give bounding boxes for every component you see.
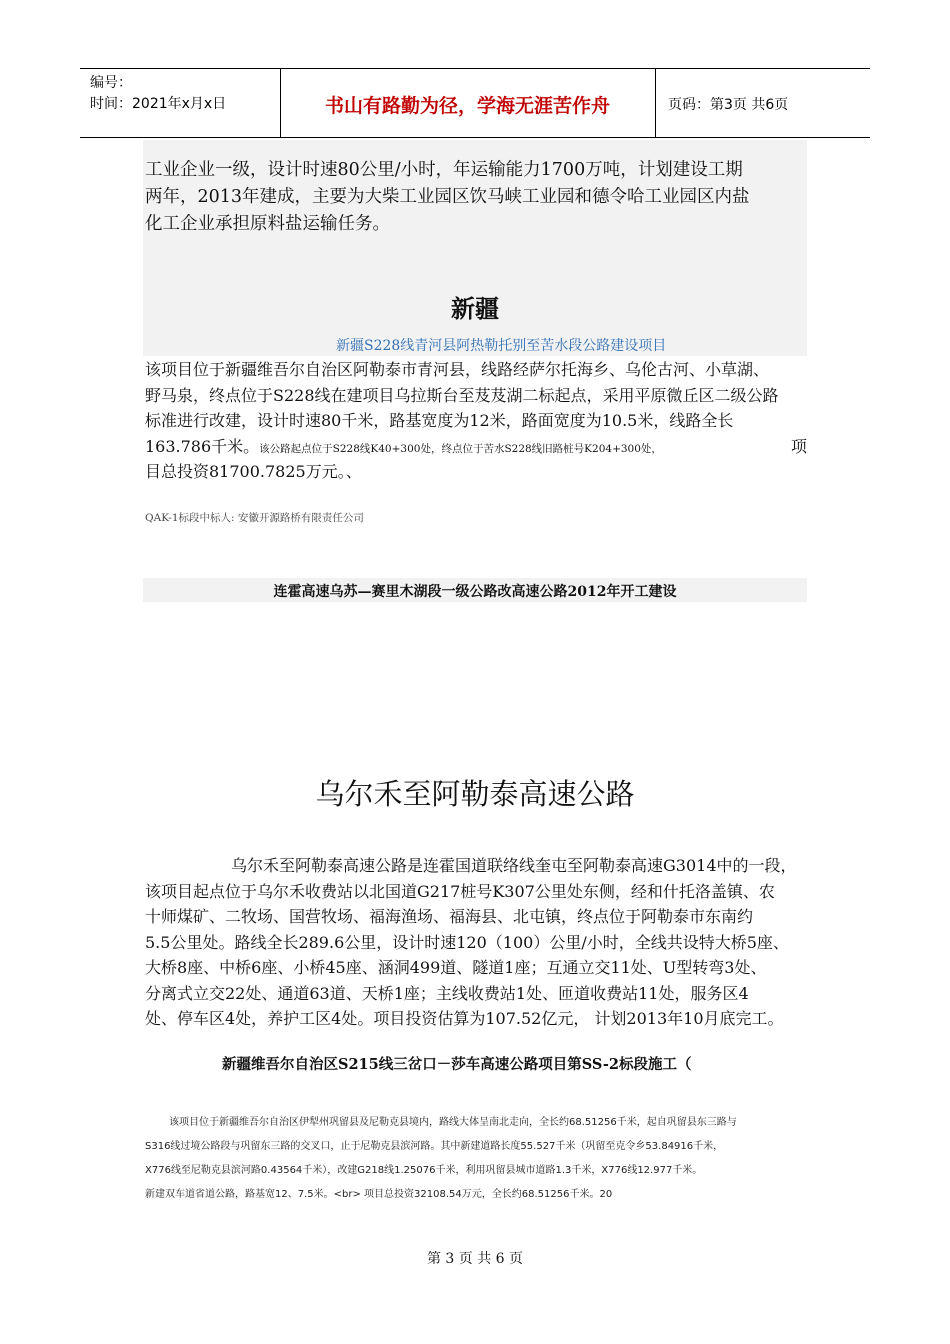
wuerhe-paragraph <box>145 853 797 1032</box>
s215-heading: 新疆维吾尔自治区S215线三岔口－莎车高速公路项目第SS-2标段施工（ <box>222 1056 692 1073</box>
text-line: 野马泉，终点位于S228线在建项目乌拉斯台至芨芨湖二标起点，采用平原微丘区二级公路 <box>145 385 779 405</box>
text-line <box>145 434 808 460</box>
text-line: X776线至尼勒克县滨河路0.43564千米），改建G218线1.25076千米，利用巩留县城市道路1.3千米，X776线12.977千米。 <box>145 1165 703 1176</box>
text-line: 乌尔禾至阿勒泰高速公路是连霍国道联络线奎屯至阿勒泰高速G3014中的一段， <box>231 856 797 875</box>
text-line: 5.5公里处。路线全长289.6公里，设计时速120（100）公里/小时，全线共设特大桥5座、 <box>145 932 789 952</box>
text-line: S316线过境公路段与巩留东三路的交叉口，止于尼勒克县滨河路。其中新建道路长度55.527千米（巩留至克令乡53.84916千米， <box>145 1141 724 1152</box>
lianhuo-heading: 连霍高速乌苏—赛里木湖段一级公路改高速公路2012年开工建设 <box>273 584 677 600</box>
header-time: 时间：2021年x月x日 <box>90 96 227 112</box>
header-meta <box>90 73 226 115</box>
text-run-small: 该公路起点位于S228线K40+300处，终点位于苦水S228线旧路桩号K204+300处， <box>259 442 662 455</box>
text-line: 大桥8座、中桥6座、小桥45座、涵洞499道、隧道1座；互通立交11处、U型转弯3处、 <box>145 958 767 977</box>
intro-paragraph <box>145 157 750 238</box>
text-line: 新建双车道省道公路，路基宽12、7.5米。<br> 项目总投资32108.54万元，全长约68.51256千米。20 <box>145 1189 613 1200</box>
header-divider <box>655 69 656 137</box>
winner-line: QAK-1标段中标人: 安徽开源路桥有限责任公司 <box>145 512 364 524</box>
text-line: 标准进行改建，设计时速80千米，路基宽度为12米，路面宽度为10.5米，线路全长 <box>145 411 734 430</box>
text-run: 项 <box>791 436 808 456</box>
header-motto: 书山有路勤为径，学海无涯苦作舟 <box>324 95 610 117</box>
page-footer: 第 3 页 共 6 页 <box>426 1251 524 1267</box>
text-line: 该项目位于新疆维吾尔自治区阿勒泰市青河县，线路经萨尔托海乡、乌伦古河、小草湖、 <box>145 360 770 379</box>
text-line: 化工企业承担原料盐运输任务。 <box>145 214 390 234</box>
text-line: 该项目起点位于乌尔禾收费站以北国道G217桩号K307公里处东侧，经和什托洛盖镇、农 <box>145 881 775 901</box>
section-subtitle: 新疆S228线青河县阿热勒托别至苦水段公路建设项目 <box>336 338 667 354</box>
text-line: 该项目位于新疆维吾尔自治区伊犁州巩留县及尼勒克县境内，路线大体呈南北走向，全长约68.51256千米，起自巩留县东三路与 <box>169 1117 737 1128</box>
text-line: 两年，2013年建成，主要为大柴工业园区饮马峡工业园和德令哈工业园区内盐 <box>145 187 750 207</box>
section-heading-wuerhe: 乌尔禾至阿勒泰高速公路 <box>315 777 635 811</box>
text-line: 工业企业一级，设计时速80公里/小时，年运输能力1700万吨，计划建设工期 <box>145 160 743 180</box>
header-number: 编号： <box>90 75 132 91</box>
xinjiang-paragraph <box>145 357 808 485</box>
text-run: 163.786千米。 <box>145 436 260 456</box>
s215-paragraph <box>145 1111 815 1207</box>
text-line: 目总投资81700.7825万元。、 <box>145 462 362 481</box>
text-line: 处、停车区4处，养护工区4处。项目投资估算为107.52亿元， 计划2013年10月底完工。 <box>145 1009 784 1028</box>
text-line: 十师煤矿、二牧场、国营牧场、福海渔场、福海县、北屯镇，终点位于阿勒泰市东南约 <box>145 907 754 926</box>
header-page-number: 页码：第3页 共6页 <box>668 97 789 113</box>
page-header <box>80 68 870 138</box>
section-heading-xinjiang: 新疆 <box>451 295 499 323</box>
text-line: 分离式立交22处、通道63道、天桥1座；主线收费站1处、匝道收费站11处，服务区4 <box>145 983 749 1003</box>
